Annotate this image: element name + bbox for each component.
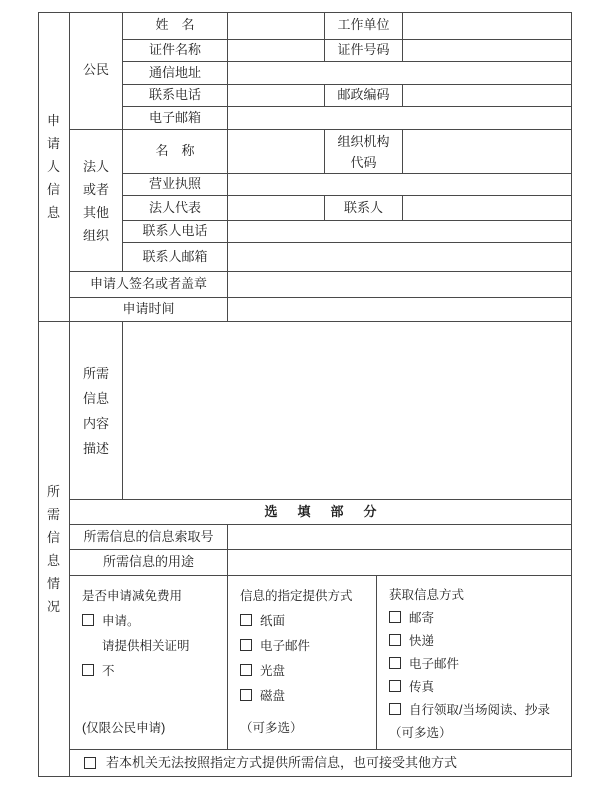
postcode-input-cell[interactable] [403,85,572,107]
email-label [123,107,228,130]
provide-method-footnote: （可多选） [240,721,303,735]
email-provide-checkbox-icon[interactable] [240,639,252,651]
address-label-text: 通信地址 [148,64,201,80]
other-method-note-row[interactable] [70,750,572,777]
description-input-cell[interactable] [123,322,572,500]
paper-label: 纸面 [260,614,286,628]
citizen-group-label-text: 公民 [82,62,109,78]
fee-waiver-title: 是否申请减免费用 [82,589,183,603]
signature-input-cell[interactable] [228,272,572,298]
self-pickup-checkbox-icon[interactable] [389,703,401,715]
name-input-cell[interactable] [228,12,325,40]
phone-label [123,85,228,107]
org-code-label [325,130,403,174]
postcode-label [325,85,403,107]
id-number-label [325,40,403,62]
fee-waiver-no-checkbox-icon[interactable] [82,664,94,676]
cd-checkbox-icon[interactable] [240,664,252,676]
applicant-section-label-text: 申请人信息 [46,113,60,220]
signature-label-text: 申请人签名或者盖章 [89,276,207,292]
provide-method-option-email[interactable] [240,634,310,659]
fax-checkbox-icon[interactable] [389,680,401,692]
express-checkbox-icon[interactable] [389,634,401,646]
address-label [123,62,228,85]
apply-date-label-text: 申请时间 [122,301,175,317]
org-code-label-text: 组织机构代码 [337,133,390,170]
id-type-label [123,40,228,62]
provide-method-cell [228,576,377,750]
contact-person-label-text: 联系人 [343,199,383,215]
work-unit-label-text: 工作单位 [337,17,390,33]
obtain-method-cell [377,576,572,750]
org-name-label-text: 名 称 [155,143,195,159]
business-license-label-text: 营业执照 [148,176,201,192]
mail-label: 邮寄 [409,611,435,625]
applicant-section-label [38,12,70,322]
optional-section-header-text: 选填部分 [264,503,397,519]
org-name-input-cell[interactable] [228,130,325,174]
contact-email-input-cell[interactable] [228,243,572,272]
phone-label-text: 联系电话 [148,87,201,103]
id-type-input-cell[interactable] [228,40,325,62]
contact-person-label [325,196,403,221]
fee-waiver-apply-option[interactable] [82,609,140,634]
other-method-note-text: 若本机关无法按照指定方式提供所需信息，也可接受其他方式 [106,754,458,770]
contact-email-label-text: 联系人邮箱 [142,248,208,264]
business-license-input-cell[interactable] [228,174,572,196]
contact-phone-input-cell[interactable] [228,221,572,243]
id-number-input-cell[interactable] [403,40,572,62]
fee-waiver-footnote: (仅限公民申请) [82,721,166,735]
contact-person-input-cell[interactable] [403,196,572,221]
org-code-input-cell[interactable] [403,130,572,174]
other-method-checkbox-icon[interactable] [84,757,96,769]
business-license-label [123,174,228,196]
fee-waiver-apply-label: 申请。 [102,614,140,628]
email-provide-label: 电子邮件 [260,639,311,653]
citizen-group-label [70,12,123,130]
email-obtain-checkbox-icon[interactable] [389,657,401,669]
email-label-text: 电子邮箱 [148,109,201,125]
name-label [123,12,228,40]
work-unit-label [325,12,403,40]
mail-checkbox-icon[interactable] [389,611,401,623]
provide-method-title: 信息的指定提供方式 [240,589,353,603]
signature-label [70,272,228,298]
contact-phone-label [123,221,228,243]
id-type-label-text: 证件名称 [148,42,201,58]
disk-checkbox-icon[interactable] [240,689,252,701]
optional-section-header [70,500,572,525]
obtain-method-title: 获取信息方式 [389,588,465,602]
fax-label: 传真 [409,680,435,694]
contact-email-label [123,243,228,272]
address-input-cell[interactable] [228,62,572,85]
purpose-label-text: 所需信息的用途 [102,554,194,570]
id-number-label-text: 证件号码 [337,42,390,58]
obtain-method-option-email[interactable] [389,653,459,676]
email-input-cell[interactable] [228,107,572,130]
apply-date-label [70,298,228,322]
obtain-method-option-fax[interactable] [389,676,434,699]
org-name-label [123,130,228,174]
request-section-label [38,322,70,777]
fee-waiver-no-label: 不 [102,664,115,678]
provide-method-option-disk[interactable] [240,684,285,709]
email-obtain-label: 电子邮件 [409,657,460,671]
paper-checkbox-icon[interactable] [240,614,252,626]
legal-rep-label [123,196,228,221]
index-number-label-text: 所需信息的信息索取号 [83,528,214,544]
work-unit-input-cell[interactable] [403,12,572,40]
fee-waiver-no-option[interactable] [82,659,115,684]
purpose-label [70,550,228,576]
self-pickup-label: 自行领取/当场阅读、抄录 [409,703,550,717]
legal-group-label [70,130,123,272]
phone-input-cell[interactable] [228,85,325,107]
obtain-method-option-self[interactable] [389,699,550,722]
legal-rep-label-text: 法人代表 [148,199,201,215]
obtain-method-footnote: （可多选） [389,726,452,740]
provide-method-option-cd[interactable] [240,659,285,684]
contact-phone-label-text: 联系人电话 [142,223,208,239]
index-number-input-cell[interactable] [228,525,572,550]
fee-waiver-apply-note: 请提供相关证明 [102,639,190,653]
cd-label: 光盘 [260,664,286,678]
disk-label: 磁盘 [260,689,286,703]
purpose-input-cell[interactable] [228,550,572,576]
name-label-text: 姓 名 [155,17,195,33]
request-section-label-text: 所需信息情况 [46,484,60,614]
obtain-method-option-express[interactable] [389,630,434,653]
description-label-text: 所需信息内容描述 [82,365,109,456]
obtain-method-option-mail[interactable] [389,607,434,630]
fee-waiver-cell [70,576,228,750]
index-number-label [70,525,228,550]
postcode-label-text: 邮政编码 [337,87,390,103]
express-label: 快递 [409,634,435,648]
fee-waiver-apply-checkbox-icon[interactable] [82,614,94,626]
description-label [70,322,123,500]
apply-date-input-cell[interactable] [228,298,572,322]
provide-method-option-paper[interactable] [240,609,285,634]
legal-group-label-text: 法人或者其他组织 [82,158,109,243]
legal-rep-input-cell[interactable] [228,196,325,221]
